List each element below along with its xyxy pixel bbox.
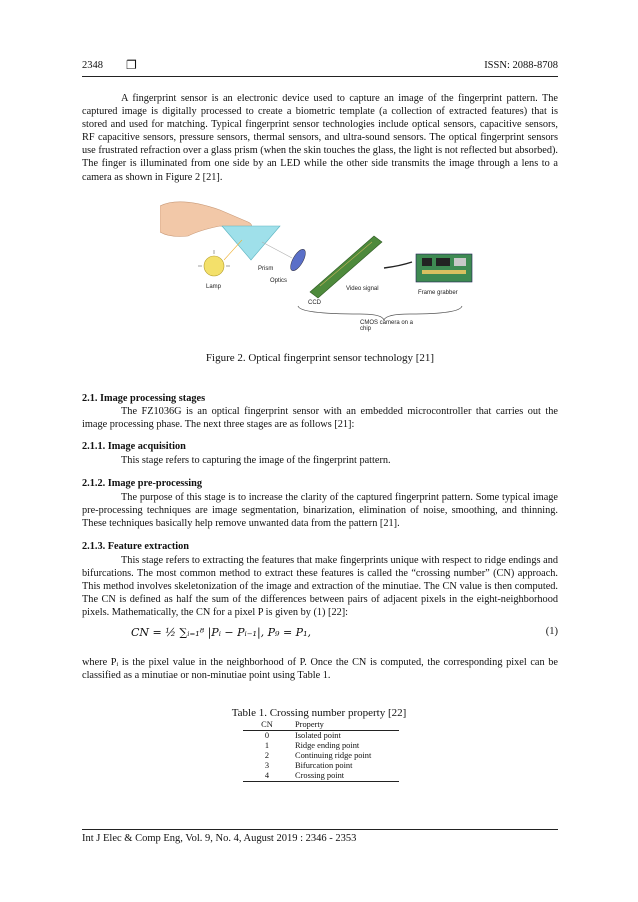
table-cell-property: Crossing point [295, 771, 345, 780]
header-rule [82, 76, 558, 77]
section-2-1-3-text: This stage refers to extracting the features that make fingerprints unique with respect to ridge endings and bifurcations. The most common method to extract these features is called the “crossing number” (CN) approach. This method involves skeletonization of the image and extraction of the minutiae. The CN value is then computed. The CN is defined as half the sum of the differences between pairs of adjacent pixels in the eight-neighborhood pixels. Mathematically, the CN for a pixel P is given by (1) [22]: [82, 555, 558, 619]
section-2-1-2-text: The purpose of this stage is to increase the clarity of the captured fingerprint pattern. Some typical image pre-processing techniques are image segmentation, binarization, elimination of noise, smoothing, and thinning. These techniques basically help remove unwanted data from the pattern [21]. [82, 492, 558, 530]
table-header-cn: CN [261, 720, 273, 729]
cable-shape [384, 262, 412, 268]
heading-2-1-1: 2.1.1. Image acquisition [82, 441, 186, 452]
table-row [243, 751, 399, 761]
label-ccd: CCD [308, 300, 321, 306]
table-row [243, 741, 399, 751]
label-video-signal: Video signal [346, 286, 379, 292]
label-frame-grabber: Frame grabber [418, 290, 458, 296]
issn: ISSN: 2088-8708 [484, 60, 558, 71]
table-row [243, 771, 399, 782]
label-lamp: Lamp [206, 284, 222, 290]
table-cell-property: Bifurcation point [295, 761, 353, 770]
table-cell-property: Isolated point [295, 731, 341, 740]
intro-paragraph: A fingerprint sensor is an electronic device used to capture an image of the fingerprint pattern. The captured image is digitally processed to create a biometric template (a collection of extracted features) that is stored and used for matching. Typical fingerprint sensor technologies include optical sensors, capacitive sensors, RF capacitive sensors, pressure sensors, thermal sensors, and ultra-sound sensors. The optical fingerprint sensors use frustrated refraction over a glass prism (when the skin touches the glass, the light is not reflected but absorbed). The finger is illuminated from one side by an LED while the other side transmits the image through a lens to a camera as shown in Figure 2 [21]. [82, 93, 558, 183]
table-cell-cn: 4 [264, 771, 270, 780]
table-cell-property: Ridge ending point [295, 741, 360, 750]
lens-shape [288, 247, 309, 273]
footer-text: Int J Elec & Comp Eng, Vol. 9, No. 4, August 2019 : 2346 - 2353 [82, 833, 357, 844]
page-number: 2348 [82, 60, 103, 71]
after-equation-text: where Pᵢ is the pixel value in the neighborhood of P. Once the CN is computed, the corresponding pixel can be classified as a minutiae or non-minutiae point using Table 1. [82, 657, 558, 682]
label-optics: Optics [270, 278, 288, 284]
section-2-1-1-text: This stage refers to capturing the image of the fingerprint pattern. [121, 455, 391, 466]
optical-sensor-illustration [160, 196, 478, 326]
footer-rule [82, 829, 558, 830]
equation-number: (1) [545, 626, 558, 637]
table-row [243, 731, 399, 742]
figure-2 [160, 196, 478, 332]
prism-shape [222, 226, 280, 260]
heading-2-1-3: 2.1.3. Feature extraction [82, 541, 190, 552]
heading-2-1-2: 2.1.2. Image pre-processing [82, 478, 203, 489]
heading-2-1: 2.1. Image processing stages [82, 393, 206, 404]
figure-caption: Figure 2. Optical fingerprint sensor technology [21] [205, 352, 435, 364]
table-row [243, 761, 399, 771]
lamp-shape [204, 256, 224, 276]
table-cell-cn: 1 [264, 741, 270, 750]
crossing-number-table [243, 720, 399, 782]
label-prism: Prism [258, 266, 274, 272]
table-caption: Table 1. Crossing number property [22] [231, 707, 407, 719]
equation: CN = ½ ∑ᵢ₌₁⁸ |Pᵢ − Pᵢ₋₁|, P₉ = P₁, [131, 626, 311, 639]
label-cmos: CMOS camera on a chip [360, 320, 414, 332]
table-1 [243, 720, 399, 782]
section-2-1-text: The FZ1036G is an optical fingerprint sensor with an embedded microcontroller that carries out the image processing phase. The next three stages are as follows [21]: [82, 406, 558, 431]
table-cell-cn: 0 [264, 731, 270, 740]
table-cell-cn: 3 [264, 761, 270, 770]
box-icon: ❐ [126, 58, 137, 72]
table-header-property: Property [295, 720, 324, 729]
table-cell-cn: 2 [264, 751, 270, 760]
table-cell-property: Continuing ridge point [295, 751, 372, 760]
brace-shape [298, 306, 462, 320]
